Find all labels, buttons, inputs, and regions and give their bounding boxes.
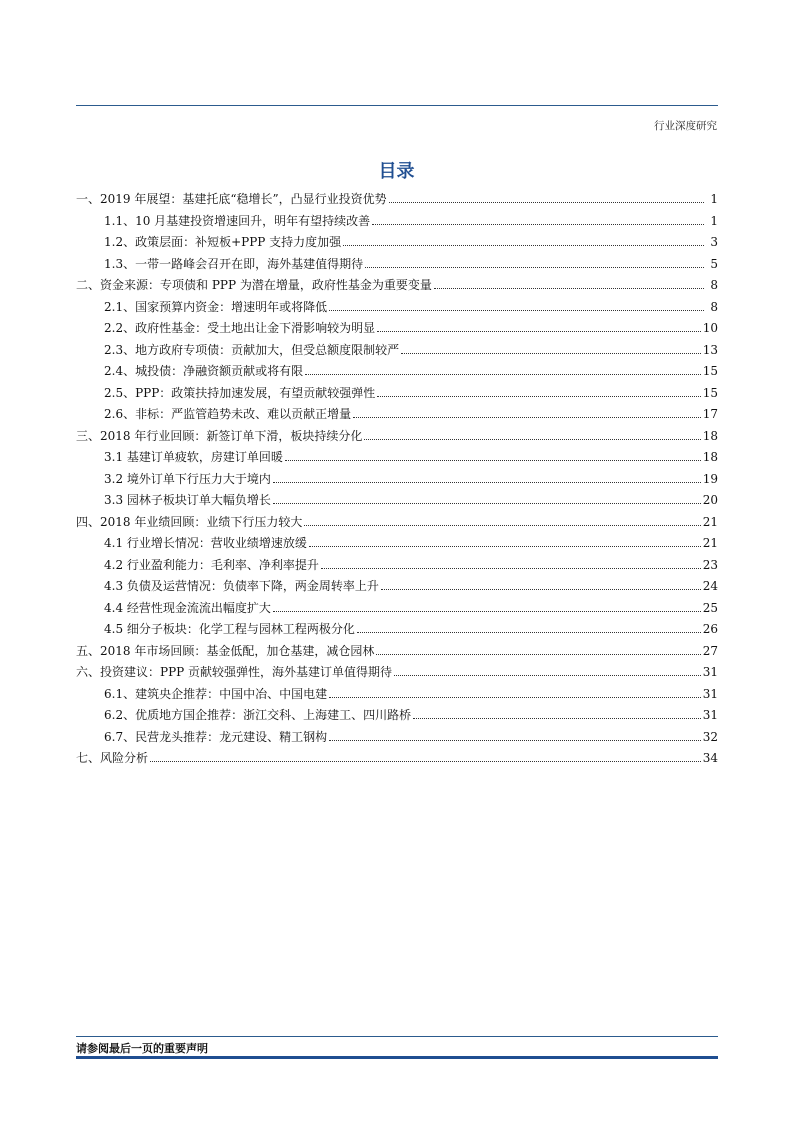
toc-leader-dots <box>343 245 704 246</box>
toc-entry[interactable] <box>76 255 718 277</box>
toc-entry[interactable] <box>76 362 718 384</box>
toc-entry-text: 1.3、一带一路峰会召开在即，海外基建值得期待 <box>104 256 364 271</box>
toc-entry-page: 17 <box>702 407 718 421</box>
toc-leader-dots <box>434 288 704 289</box>
toc-entry-page: 21 <box>702 514 718 529</box>
toc-entry-text: 6.7、民营龙头推荐：龙元建设、精工钢构 <box>104 729 328 744</box>
toc-entry-page: 25 <box>702 600 718 615</box>
toc-leader-dots <box>321 568 701 569</box>
toc-entry[interactable] <box>76 190 718 212</box>
toc-leader-dots <box>377 331 701 332</box>
toc-leader-dots <box>273 482 701 483</box>
toc-entry-text: 4.5 细分子板块：化学工程与园林工程两极分化 <box>104 622 355 636</box>
footer-rule <box>76 1036 718 1037</box>
toc-leader-dots <box>364 439 700 440</box>
toc-leader-dots <box>309 546 701 547</box>
toc-entry[interactable] <box>76 706 718 728</box>
header-rule <box>76 105 718 106</box>
toc-entry-text: 2.3、地方政府专项债：贡献加大，但受总额度限制较严 <box>104 342 400 357</box>
toc-entry-page: 21 <box>702 536 718 550</box>
toc-entry-page: 8 <box>710 278 718 292</box>
toc-entry-page: 1 <box>710 192 718 206</box>
toc-entry-text: 3.3 园林子板块订单大幅负增长 <box>104 493 271 507</box>
toc-entry[interactable] <box>76 534 718 556</box>
toc-leader-dots <box>365 267 704 268</box>
toc-entry[interactable] <box>76 341 718 363</box>
toc-leader-dots <box>285 460 701 461</box>
toc-entry[interactable] <box>76 556 718 578</box>
toc-entry[interactable] <box>76 728 718 750</box>
toc-entry-text: 2.6、非标：严监管趋势未改、难以贡献正增量 <box>104 407 352 421</box>
toc-leader-dots <box>329 697 701 698</box>
toc-leader-dots <box>413 718 701 719</box>
toc-entry-text: 一、2019 年展望：基建托底“稳增长”，凸显行业投资优势 <box>76 192 387 206</box>
toc-entry-page: 24 <box>702 579 718 593</box>
toc-entry[interactable] <box>76 491 718 513</box>
toc-entry[interactable] <box>76 448 718 470</box>
toc-entry[interactable] <box>76 513 718 535</box>
toc-entry-page: 31 <box>702 708 718 722</box>
table-of-contents <box>76 190 718 771</box>
toc-entry-page: 13 <box>702 342 718 357</box>
toc-leader-dots <box>394 675 701 676</box>
toc-entry-text: 2.1、国家预算内资金：增速明年或将降低 <box>104 299 328 314</box>
toc-leader-dots <box>304 525 700 526</box>
toc-entry[interactable] <box>76 212 718 234</box>
toc-entry-text: 4.4 经营性现金流流出幅度扩大 <box>104 600 271 615</box>
toc-entry-page: 18 <box>702 428 718 443</box>
toc-entry[interactable] <box>76 405 718 427</box>
toc-entry-text: 2.4、城投债：净融资额贡献或将有限 <box>104 364 304 378</box>
toc-entry-text: 七、风险分析 <box>76 751 149 765</box>
toc-leader-dots <box>381 589 701 590</box>
toc-leader-dots <box>357 632 701 633</box>
report-type-label: 行业深度研究 <box>654 120 717 132</box>
toc-entry[interactable] <box>76 749 718 771</box>
toc-leader-dots <box>273 611 701 612</box>
toc-entry-text: 五、2018 年市场回顾：基金低配，加仓基建，减仓园林 <box>76 643 375 658</box>
toc-title: 目录 <box>378 161 415 182</box>
toc-entry-page: 8 <box>710 299 718 314</box>
toc-entry[interactable] <box>76 577 718 599</box>
toc-entry[interactable] <box>76 620 718 642</box>
toc-entry[interactable] <box>76 685 718 707</box>
toc-entry-page: 1 <box>710 213 718 228</box>
toc-entry-page: 26 <box>702 622 718 636</box>
toc-entry-page: 18 <box>702 450 718 464</box>
toc-entry[interactable] <box>76 319 718 341</box>
toc-leader-dots <box>329 310 704 311</box>
toc-entry[interactable] <box>76 663 718 685</box>
toc-entry-page: 27 <box>702 643 718 658</box>
toc-leader-dots <box>377 396 700 397</box>
toc-entry-text: 三、2018 年行业回顾：新签订单下滑，板块持续分化 <box>76 428 363 443</box>
toc-entry-page: 19 <box>702 471 718 486</box>
toc-leader-dots <box>372 224 704 225</box>
toc-entry-text: 6.1、建筑央企推荐：中国中冶、中国电建 <box>104 686 328 701</box>
toc-entry[interactable] <box>76 642 718 664</box>
toc-entry[interactable] <box>76 427 718 449</box>
toc-entry-page: 34 <box>702 751 718 765</box>
toc-entry-page: 10 <box>702 321 718 335</box>
toc-leader-dots <box>376 654 700 655</box>
toc-entry[interactable] <box>76 276 718 298</box>
toc-leader-dots <box>389 202 704 203</box>
toc-entry-page: 31 <box>702 665 718 679</box>
toc-entry-text: 二、资金来源：专项债和 PPP 为潜在增量，政府性基金为重要变量 <box>76 278 432 292</box>
toc-leader-dots <box>329 740 701 741</box>
toc-entry-text: 2.5、PPP：政策扶持加速发展，有望贡献较强弹性 <box>104 385 376 400</box>
toc-entry-page: 20 <box>702 493 718 507</box>
footer-disclaimer: 请参阅最后一页的重要声明 <box>76 1042 208 1055</box>
toc-leader-dots <box>150 761 701 762</box>
toc-entry[interactable] <box>76 233 718 255</box>
toc-entry-page: 31 <box>702 686 718 701</box>
toc-entry[interactable] <box>76 599 718 621</box>
toc-entry[interactable] <box>76 470 718 492</box>
toc-leader-dots <box>353 417 701 418</box>
toc-entry-text: 3.1 基建订单疲软，房建订单回暖 <box>104 450 283 464</box>
toc-entry-page: 23 <box>702 557 718 572</box>
toc-entry-text: 4.1 行业增长情况：营收业绩增速放缓 <box>104 536 307 550</box>
toc-entry-text: 六、投资建议：PPP 贡献较强弹性，海外基建订单值得期待 <box>76 665 393 679</box>
toc-entry[interactable] <box>76 298 718 320</box>
toc-entry[interactable] <box>76 384 718 406</box>
toc-entry-text: 4.2 行业盈利能力：毛利率、净利率提升 <box>104 557 319 572</box>
toc-entry-page: 15 <box>702 364 718 378</box>
toc-entry-text: 1.1、10 月基建投资增速回升，明年有望持续改善 <box>104 213 371 228</box>
toc-leader-dots <box>401 353 701 354</box>
toc-entry-page: 3 <box>710 235 718 249</box>
toc-entry-text: 6.2、优质地方国企推荐：浙江交科、上海建工、四川路桥 <box>104 708 412 722</box>
footer-bar <box>76 1056 718 1059</box>
toc-entry-text: 4.3 负债及运营情况：负债率下降，两金周转率上升 <box>104 579 379 593</box>
toc-entry-page: 15 <box>702 385 718 400</box>
toc-leader-dots <box>305 374 701 375</box>
toc-entry-page: 32 <box>702 729 718 744</box>
toc-entry-text: 1.2、政策层面：补短板+PPP 支持力度加强 <box>104 235 342 249</box>
toc-entry-text: 2.2、政府性基金：受土地出让金下滑影响较为明显 <box>104 321 376 335</box>
toc-leader-dots <box>273 503 701 504</box>
toc-entry-text: 四、2018 年业绩回顾：业绩下行压力较大 <box>76 514 303 529</box>
toc-entry-page: 5 <box>710 256 718 271</box>
toc-entry-text: 3.2 境外订单下行压力大于境内 <box>104 471 271 486</box>
